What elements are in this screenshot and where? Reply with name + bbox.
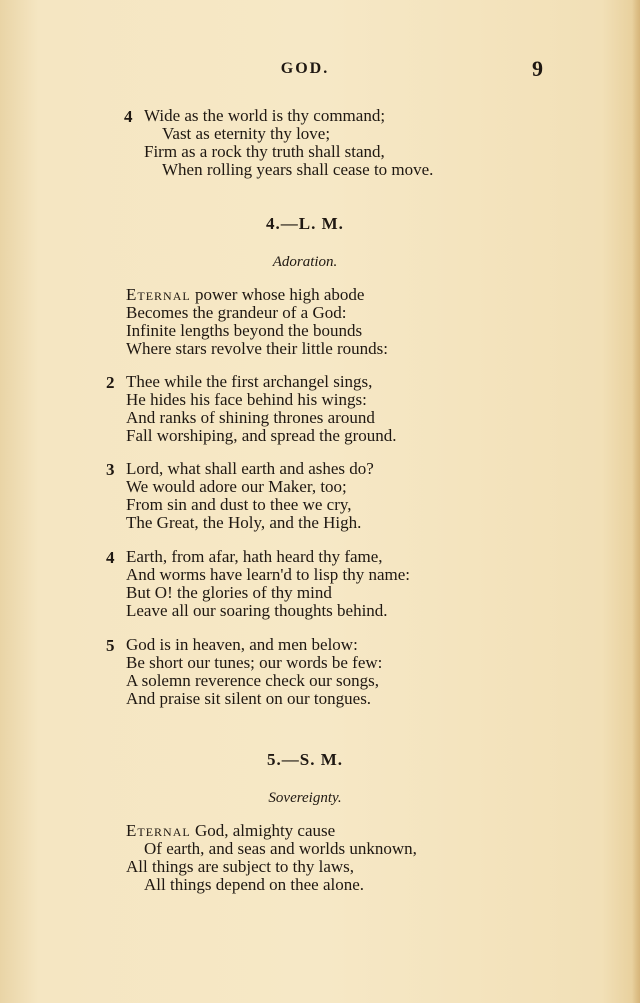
verse-line: Firm as a rock thy truth shall stand, [144,142,385,161]
hymn-heading: 5.—S. M. [267,750,343,769]
verse-line: And praise sit silent on our tongues. [126,689,372,708]
verse-line: We would adore our Maker, too; [126,477,347,496]
stanza-number: 2 [106,373,115,392]
verse-line: Lord, what shall earth and ashes do? [126,459,374,478]
stanza-number: 3 [106,460,115,479]
verse-line: God is in heaven, and men below: [126,635,358,654]
verse-line: Where stars revolve their little rounds: [126,339,388,358]
verse-line: And ranks of shining thrones around [126,408,375,427]
verse-line: Wide as the world is thy command; [144,106,386,125]
verse-line: A solemn reverence check our songs, [126,671,380,690]
verse-line: Infinite lengths beyond the bounds [126,321,363,340]
line-rest: power whose high abode [190,285,365,304]
line-rest: God, almighty cause [190,821,336,840]
verse-line: All things depend on thee alone. [144,875,365,894]
hymn-heading: 4.—L. M. [266,214,344,233]
running-title: GOD. [280,60,330,77]
verse-line: From sin and dust to thee we cry, [126,495,352,514]
first-word: Eternal [126,285,191,304]
verse-line: He hides his face behind his wings: [126,390,367,409]
verse-line: Of earth, and seas and worlds unknown, [144,839,417,858]
verse-line: Thee while the first archangel sings, [126,372,373,391]
first-word: Eternal [126,821,191,840]
verse-line: But O! the glories of thy mind [126,583,332,602]
page-header [0,56,640,84]
stanza-number: 4 [124,107,133,126]
verse-line: Fall worshiping, and spread the ground. [126,426,397,445]
verse-line: Leave all our soaring thoughts behind. [126,601,388,620]
verse-line: Vast as eternity thy love; [162,124,331,143]
stanza-number: 5 [106,636,115,655]
hymn-subtitle: Sovereignty. [268,790,342,806]
verse-line: When rolling years shall cease to move. [162,160,434,179]
verse-line: Becomes the grandeur of a God: [126,303,347,322]
verse-line: And worms have learn'd to lisp thy name: [126,565,410,584]
page-edge-shadow [632,0,640,1003]
verse-line [126,286,364,304]
verse-line: All things are subject to thy laws, [126,857,355,876]
verse-line [126,822,335,840]
stanza-number: 4 [106,548,115,567]
verse-line: The Great, the Holy, and the High. [126,513,362,532]
hymn-subtitle: Adoration. [272,254,338,270]
verse-line: Be short our tunes; our words be few: [126,653,383,672]
verse-line: Earth, from afar, hath heard thy fame, [126,547,383,566]
page-number: 9 [532,56,543,81]
